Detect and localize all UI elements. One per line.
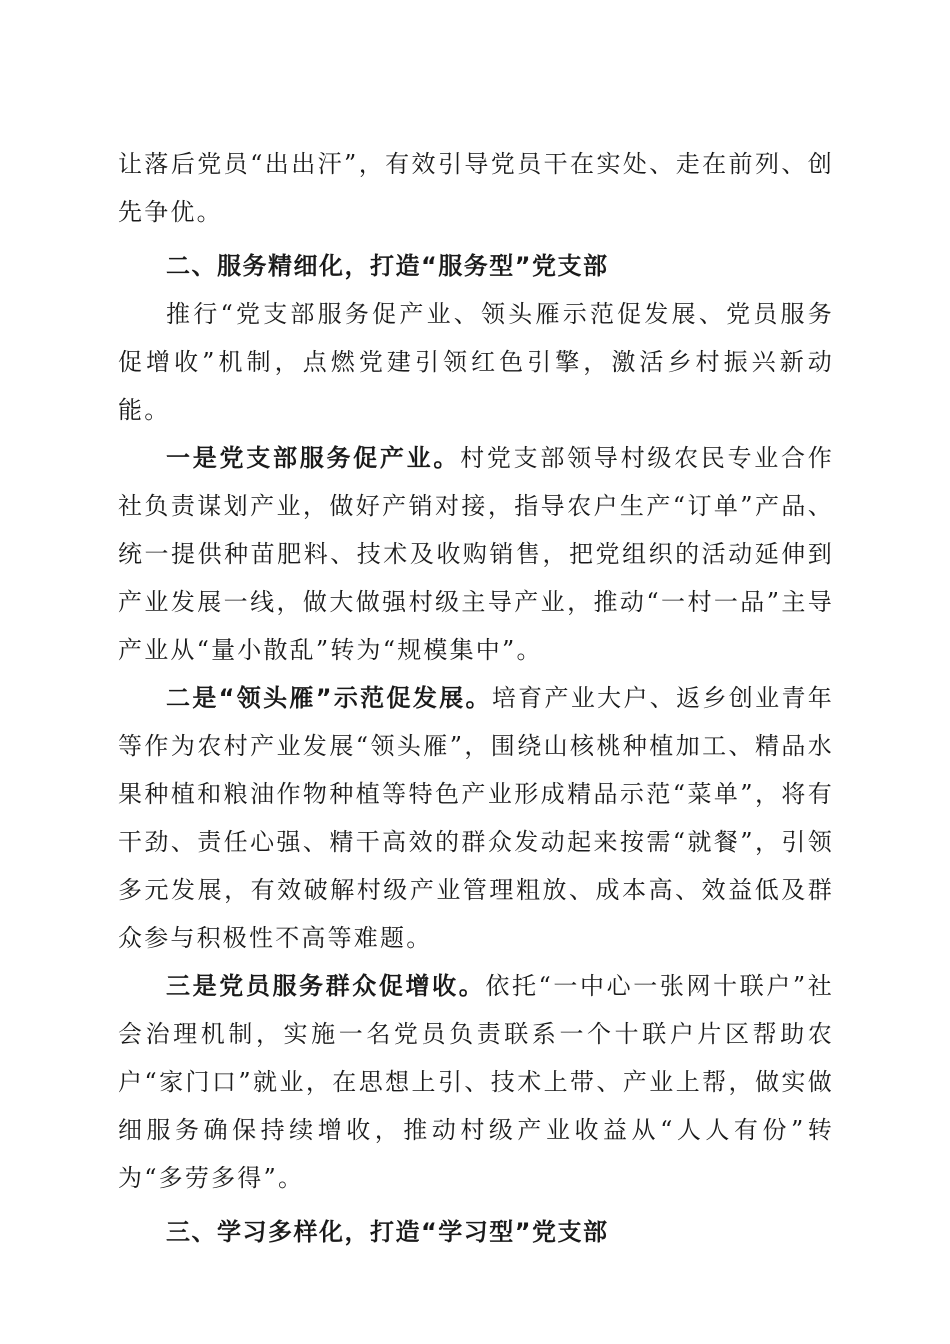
item-2-lead: 二是“领头雁”示范促发展。 bbox=[166, 684, 492, 712]
section-2-intro-paragraph: 推行“党支部服务促产业、领头雁示范促发展、党员服务促增收”机制，点燃党建引领红色引擎，激活乡村振兴新动能。 bbox=[118, 300, 834, 424]
item-3-lead: 三是党员服务群众促增收。 bbox=[166, 972, 486, 1000]
item-1-body: 村党支部领导村级农民专业合作社负责谋划产业，做好产销对接，指导农户生产“订单”产品、统一提供种苗肥料、技术及收购销售，把党组织的活动延伸到产业发展一线，做大做强村级主导产业，推动“一村一品”主导产业从“量小散乱”转为“规模集中”。 bbox=[118, 444, 834, 664]
section-2-heading: 二、服务精细化，打造“服务型”党支部 bbox=[166, 252, 609, 280]
item-3-body: 依托“一中心一张网十联户”社会治理机制，实施一名党员负责联系一个十联户片区帮助农户“家门口”就业，在思想上引、技术上带、产业上帮，做实做细服务确保持续增收，推动村级产业收益从“人人有份”转为“多劳多得”。 bbox=[118, 972, 834, 1192]
section-2-item-3-paragraph bbox=[118, 962, 834, 1202]
intro-continuation-paragraph: 让落后党员“出出汗”，有效引导党员干在实处、走在前列、创先争优。 bbox=[118, 150, 834, 226]
section-2-item-1-paragraph bbox=[118, 434, 834, 674]
item-1-lead: 一是党支部服务促产业。 bbox=[166, 444, 461, 472]
item-2-body: 培育产业大户、返乡创业青年等作为农村产业发展“领头雁”，围绕山核桃种植加工、精品水果种植和粮油作物种植等特色产业形成精品示范“菜单”，将有干劲、责任心强、精干高效的群众发动起来按需“就餐”，引领多元发展，有效破解村级产业管理粗放、成本高、效益低及群众参与积极性不高等难题。 bbox=[118, 684, 834, 952]
section-3-heading: 三、学习多样化，打造“学习型”党支部 bbox=[166, 1218, 609, 1246]
document-page bbox=[118, 140, 834, 1256]
section-2-item-2-paragraph bbox=[118, 674, 834, 962]
